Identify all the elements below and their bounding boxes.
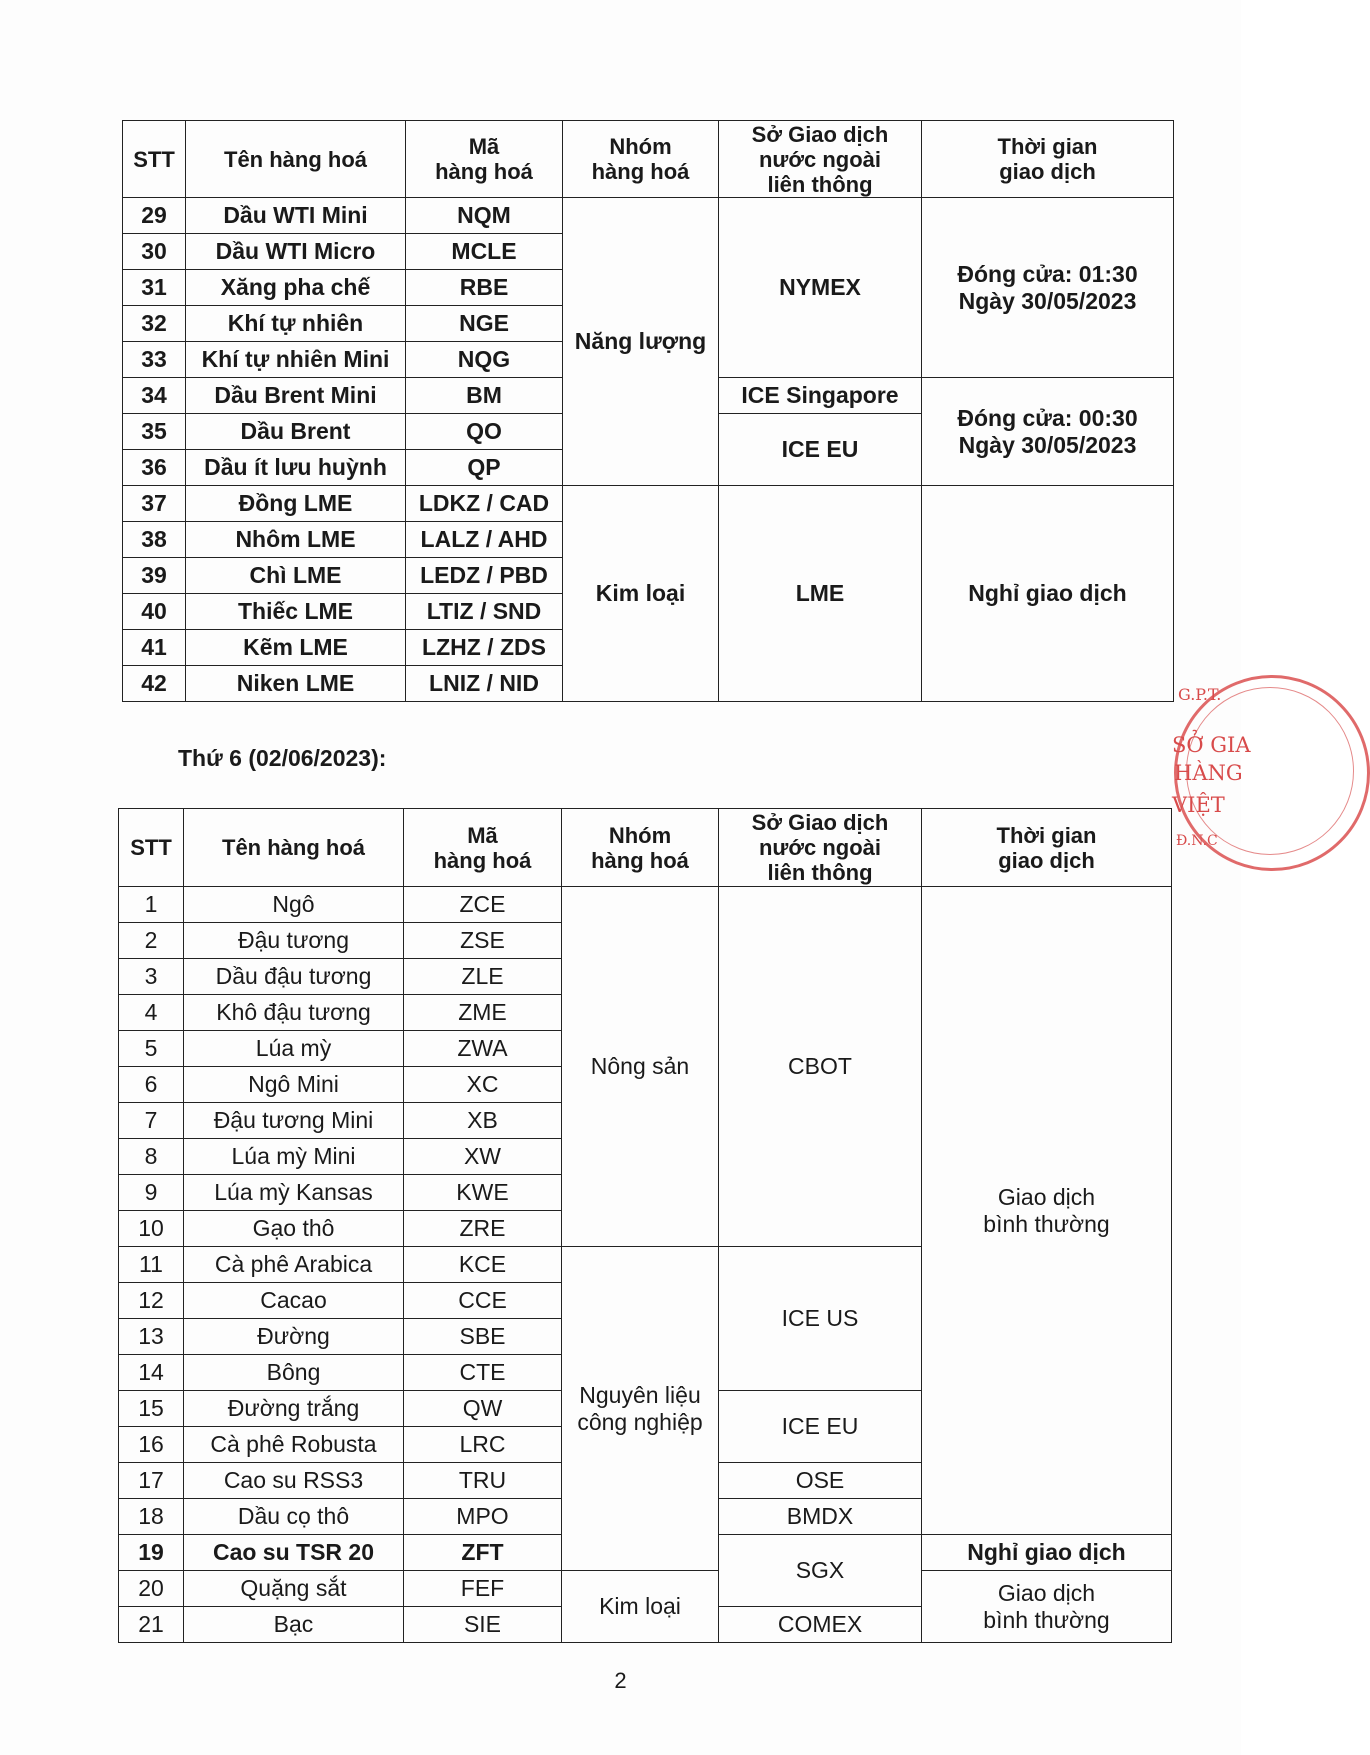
cell-stt: 39: [123, 558, 186, 594]
cell-stt: 33: [123, 342, 186, 378]
cell-code: ZSE: [404, 923, 562, 959]
cell-name: Dầu Brent: [186, 414, 406, 450]
cell-code: ZCE: [404, 887, 562, 923]
cell-name: Chì LME: [186, 558, 406, 594]
page-number: 2: [614, 1668, 627, 1693]
cell-code: NQM: [406, 198, 563, 234]
cell-code: QW: [404, 1391, 562, 1427]
commodity-table-2: [118, 808, 1172, 1643]
cell-time-lme: Nghỉ giao dịch: [922, 486, 1174, 702]
cell-name: Đậu tương Mini: [184, 1103, 404, 1139]
cell-code: ZFT: [404, 1535, 562, 1571]
cell-code: NGE: [406, 306, 563, 342]
cell-stt: 20: [119, 1571, 184, 1607]
cell-code: KWE: [404, 1175, 562, 1211]
cell-name: Đường: [184, 1319, 404, 1355]
cell-code: SIE: [404, 1607, 562, 1643]
cell-group-energy: Năng lượng: [563, 198, 719, 486]
cell-name: Dầu cọ thô: [184, 1499, 404, 1535]
cell-stt: 40: [123, 594, 186, 630]
table-header-row: [119, 809, 1172, 887]
cell-code: ZLE: [404, 959, 562, 995]
cell-name: Khô đậu tương: [184, 995, 404, 1031]
cell-stt: 30: [123, 234, 186, 270]
cell-name: Đường trắng: [184, 1391, 404, 1427]
cell-stt: 29: [123, 198, 186, 234]
section-title: Thứ 6 (02/06/2023):: [178, 745, 387, 771]
cell-code: TRU: [404, 1463, 562, 1499]
cell-time-closed: Nghỉ giao dịch: [922, 1535, 1172, 1571]
cell-code: BM: [406, 378, 563, 414]
cell-exchange-ose: OSE: [719, 1463, 922, 1499]
cell-group-metal: Kim loại: [563, 486, 719, 702]
stamp-text-1: G.P.T.: [1178, 685, 1222, 704]
cell-code: LDKZ / CAD: [406, 486, 563, 522]
header-time: Thời gian giao dịch: [922, 809, 1172, 887]
cell-stt: 12: [119, 1283, 184, 1319]
cell-exchange-ice-us: ICE US: [719, 1247, 922, 1391]
cell-name: Lúa mỳ Kansas: [184, 1175, 404, 1211]
cell-time-normal-2: Giao dịch bình thường: [922, 1571, 1172, 1643]
header-group: Nhóm hàng hoá: [563, 121, 719, 198]
header-stt: STT: [123, 121, 186, 198]
cell-name: Dầu WTI Mini: [186, 198, 406, 234]
stamp-text-4: VIỆT: [1172, 793, 1225, 817]
cell-name: Ngô Mini: [184, 1067, 404, 1103]
cell-exchange-sgx: SGX: [719, 1535, 922, 1607]
cell-name: Niken LME: [186, 666, 406, 702]
cell-exchange-ice-singapore: ICE Singapore: [719, 378, 922, 414]
cell-code: MPO: [404, 1499, 562, 1535]
cell-name: Bạc: [184, 1607, 404, 1643]
cell-stt: 35: [123, 414, 186, 450]
cell-stt: 32: [123, 306, 186, 342]
cell-code: FEF: [404, 1571, 562, 1607]
cell-code: LEDZ / PBD: [406, 558, 563, 594]
cell-code: XB: [404, 1103, 562, 1139]
cell-code: LTIZ / SND: [406, 594, 563, 630]
cell-code: LZHZ / ZDS: [406, 630, 563, 666]
cell-name: Đồng LME: [186, 486, 406, 522]
cell-time-ice: Đóng cửa: 00:30 Ngày 30/05/2023: [922, 378, 1174, 486]
table-header-row: [123, 121, 1174, 198]
cell-exchange-bmdx: BMDX: [719, 1499, 922, 1535]
cell-name: Lúa mỳ Mini: [184, 1139, 404, 1175]
cell-exchange-ice-eu: ICE EU: [719, 1391, 922, 1463]
cell-name: Lúa mỳ: [184, 1031, 404, 1067]
cell-name: Cao su TSR 20: [184, 1535, 404, 1571]
cell-code: QO: [406, 414, 563, 450]
stamp-text-5: Đ.N.C: [1176, 833, 1218, 849]
cell-stt: 9: [119, 1175, 184, 1211]
cell-code: LALZ / AHD: [406, 522, 563, 558]
table-row: [123, 198, 1174, 234]
stamp-text-2: SỞ GIA: [1172, 733, 1251, 757]
header-code: Mã hàng hoá: [406, 121, 563, 198]
cell-name: Ngô: [184, 887, 404, 923]
cell-stt: 14: [119, 1355, 184, 1391]
cell-code: NQG: [406, 342, 563, 378]
header-code: Mã hàng hoá: [404, 809, 562, 887]
table-row: [119, 887, 1172, 923]
cell-stt: 15: [119, 1391, 184, 1427]
cell-code: MCLE: [406, 234, 563, 270]
red-stamp: [1166, 655, 1276, 895]
cell-exchange-comex: COMEX: [719, 1607, 922, 1643]
cell-code: QP: [406, 450, 563, 486]
cell-name: Thiếc LME: [186, 594, 406, 630]
cell-name: Cà phê Arabica: [184, 1247, 404, 1283]
header-exchange: Sở Giao dịch nước ngoài liên thông: [719, 809, 922, 887]
cell-stt: 3: [119, 959, 184, 995]
cell-name: Kẽm LME: [186, 630, 406, 666]
cell-stt: 5: [119, 1031, 184, 1067]
cell-stt: 7: [119, 1103, 184, 1139]
cell-time-normal: Giao dịch bình thường: [922, 887, 1172, 1535]
cell-stt: 1: [119, 887, 184, 923]
cell-stt: 38: [123, 522, 186, 558]
cell-stt: 6: [119, 1067, 184, 1103]
cell-exchange-cbot: CBOT: [719, 887, 922, 1247]
cell-code: ZRE: [404, 1211, 562, 1247]
cell-stt: 37: [123, 486, 186, 522]
cell-code: ZWA: [404, 1031, 562, 1067]
cell-stt: 18: [119, 1499, 184, 1535]
cell-name: Dầu Brent Mini: [186, 378, 406, 414]
cell-stt: 36: [123, 450, 186, 486]
header-stt: STT: [119, 809, 184, 887]
cell-name: Xăng pha chế: [186, 270, 406, 306]
cell-time-nymex: Đóng cửa: 01:30 Ngày 30/05/2023: [922, 198, 1174, 378]
cell-group-metal: Kim loại: [562, 1571, 719, 1643]
cell-code: RBE: [406, 270, 563, 306]
cell-code: LNIZ / NID: [406, 666, 563, 702]
cell-code: CTE: [404, 1355, 562, 1391]
cell-code: CCE: [404, 1283, 562, 1319]
cell-name: Bông: [184, 1355, 404, 1391]
cell-name: Khí tự nhiên Mini: [186, 342, 406, 378]
cell-name: Cà phê Robusta: [184, 1427, 404, 1463]
cell-stt: 31: [123, 270, 186, 306]
header-time: Thời gian giao dịch: [922, 121, 1174, 198]
cell-name: Dầu đậu tương: [184, 959, 404, 995]
cell-stt: 2: [119, 923, 184, 959]
cell-name: Khí tự nhiên: [186, 306, 406, 342]
cell-code: XC: [404, 1067, 562, 1103]
cell-name: Dầu ít lưu huỳnh: [186, 450, 406, 486]
cell-code: KCE: [404, 1247, 562, 1283]
cell-exchange-lme: LME: [719, 486, 922, 702]
cell-stt: 10: [119, 1211, 184, 1247]
cell-stt: 11: [119, 1247, 184, 1283]
header-name: Tên hàng hoá: [184, 809, 404, 887]
cell-stt: 19: [119, 1535, 184, 1571]
cell-name: Cacao: [184, 1283, 404, 1319]
table-row: [119, 1571, 1172, 1607]
cell-stt: 16: [119, 1427, 184, 1463]
cell-stt: 42: [123, 666, 186, 702]
cell-exchange-nymex: NYMEX: [719, 198, 922, 378]
cell-name: Cao su RSS3: [184, 1463, 404, 1499]
cell-stt: 17: [119, 1463, 184, 1499]
cell-stt: 4: [119, 995, 184, 1031]
header-group: Nhóm hàng hoá: [562, 809, 719, 887]
header-name: Tên hàng hoá: [186, 121, 406, 198]
cell-code: SBE: [404, 1319, 562, 1355]
cell-group-industrial: Nguyên liệu công nghiệp: [562, 1247, 719, 1571]
cell-name: Đậu tương: [184, 923, 404, 959]
cell-exchange-ice-eu: ICE EU: [719, 414, 922, 486]
cell-code: XW: [404, 1139, 562, 1175]
cell-code: ZME: [404, 995, 562, 1031]
cell-stt: 21: [119, 1607, 184, 1643]
commodity-table-1: [122, 120, 1174, 702]
cell-name: Dầu WTI Micro: [186, 234, 406, 270]
cell-stt: 8: [119, 1139, 184, 1175]
header-exchange: Sở Giao dịch nước ngoài liên thông: [719, 121, 922, 198]
stamp-text-3: HÀNG: [1174, 761, 1243, 785]
cell-name: Quặng sắt: [184, 1571, 404, 1607]
cell-code: LRC: [404, 1427, 562, 1463]
cell-name: Nhôm LME: [186, 522, 406, 558]
table-row: [123, 486, 1174, 522]
cell-stt: 13: [119, 1319, 184, 1355]
cell-stt: 41: [123, 630, 186, 666]
cell-group-agri: Nông sản: [562, 887, 719, 1247]
cell-name: Gạo thô: [184, 1211, 404, 1247]
cell-stt: 34: [123, 378, 186, 414]
